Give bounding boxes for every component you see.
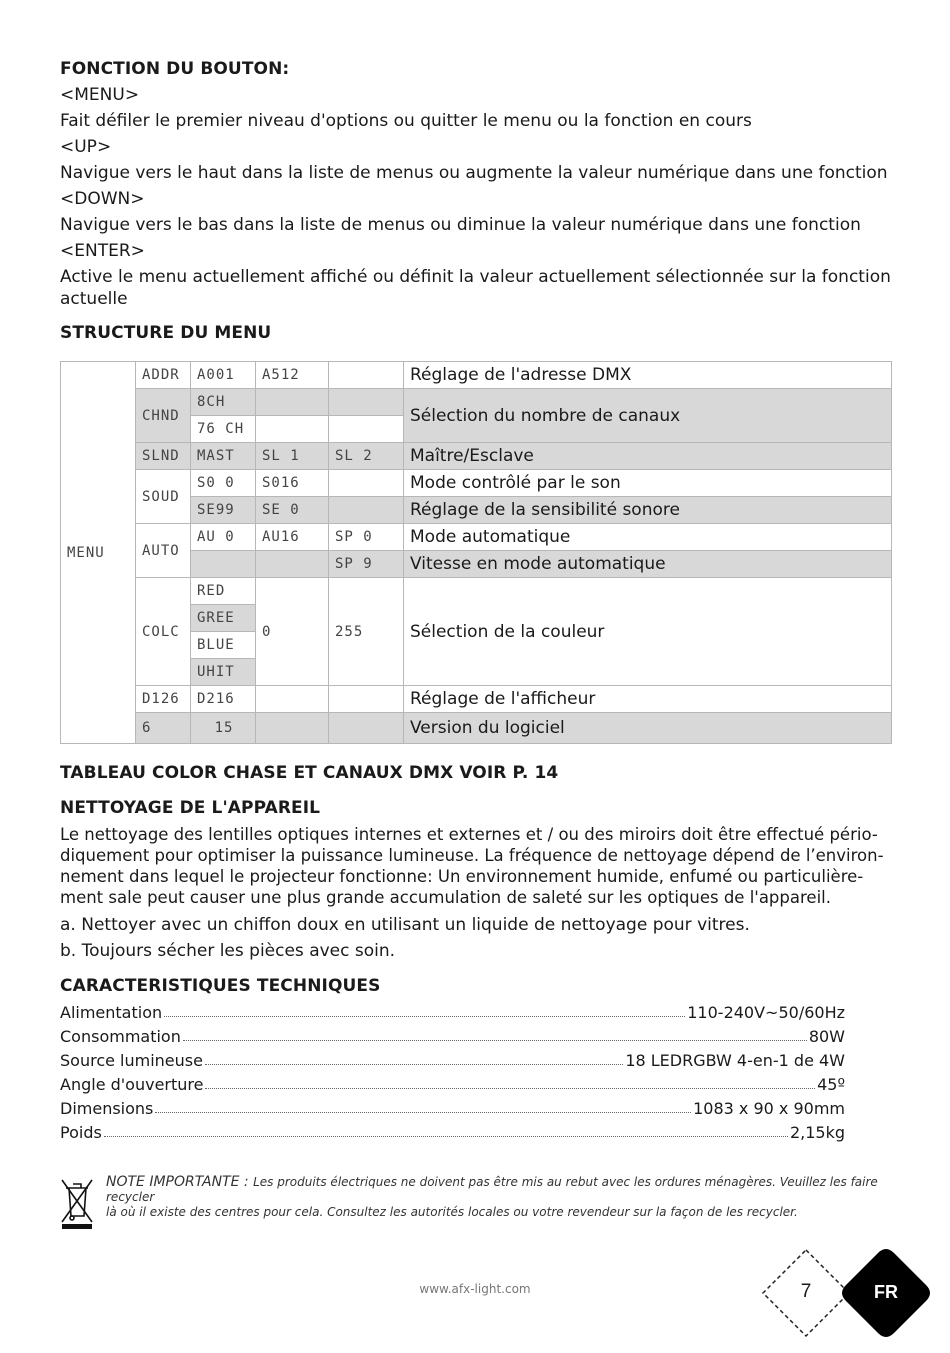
auto-cell: AUTO: [136, 524, 191, 578]
color-chase-heading: TABLEAU COLOR CHASE ET CANAUX DMX VOIR P. 14: [60, 763, 559, 783]
version-cell: 6: [136, 713, 191, 744]
spec-value: 110-240V~50/60Hz: [687, 1003, 845, 1022]
cleaning-heading: NETTOYAGE DE L'APPAREIL: [60, 798, 321, 818]
menu-button-desc: Fait défiler le premier niveau d'options ou quitter le menu ou la fonction en cours: [60, 111, 752, 131]
slnd-desc: Maître/Esclave: [404, 443, 892, 470]
up-button-label: <UP>: [60, 137, 112, 157]
spec-row: [60, 1096, 845, 1118]
spec-value: 18 LEDRGBW 4-en-1 de 4W: [625, 1051, 845, 1070]
cleaning-line: diquement pour optimiser la puissance lumineuse. La fréquence de nettoyage dépend de l’environ-: [60, 846, 884, 865]
spec-label: Alimentation: [60, 1003, 163, 1022]
colc-min-cell: 0: [256, 578, 329, 686]
color-white-cell: UHIT: [191, 659, 256, 686]
slnd-sl2-cell: SL 2: [329, 443, 404, 470]
spec-row: [60, 1048, 845, 1070]
slnd-mast-cell: MAST: [191, 443, 256, 470]
chnd-cell: CHND: [136, 389, 191, 443]
color-green-cell: GREE: [191, 605, 256, 632]
slnd-cell: SLND: [136, 443, 191, 470]
up-button-desc: Navigue vers le haut dans la liste de menus ou augmente la valeur numérique dans une fonction: [60, 163, 888, 183]
page-number-badge: [761, 1248, 851, 1338]
auto-desc: Mode automatique: [404, 524, 892, 551]
cleaning-step-a: a. Nettoyer avec un chiffon doux en utilisant un liquide de nettoyage pour vitres.: [60, 915, 750, 935]
speed-desc: Vitesse en mode automatique: [404, 551, 892, 578]
soud-cell: SOUD: [136, 470, 191, 524]
addr-desc: Réglage de l'adresse DMX: [404, 362, 892, 389]
spec-row: [60, 1000, 845, 1022]
version-value-cell: 15: [191, 713, 256, 744]
note-text-2: là où il existe des centres pour cela. Consultez les autorités locales ou votre revendeur sur la façon de les recycler.: [106, 1205, 798, 1219]
cleaning-step-b: b. Toujours sécher les pièces avec soin.: [60, 941, 396, 961]
disp-cell: D126: [136, 686, 191, 713]
spec-value: 1083 x 90 x 90mm: [693, 1099, 845, 1118]
spec-value: 80W: [808, 1027, 845, 1046]
spec-value: 45º: [817, 1075, 845, 1094]
spec-label: Angle d'ouverture: [60, 1075, 204, 1094]
chnd-8ch-cell: 8CH: [191, 389, 256, 416]
table-row: [61, 578, 892, 605]
soud-s0-cell: S0 0: [191, 470, 256, 497]
menu-root-cell: MENU: [61, 362, 136, 744]
menu-button-label: <MENU>: [60, 85, 140, 105]
addr-cell: ADDR: [136, 362, 191, 389]
note-text: Les produits électriques ne doivent pas être mis au rebut avec les ordures ménagères. Veuillez les faire recycler: [106, 1175, 878, 1204]
addr-max-cell: A512: [256, 362, 329, 389]
table-row: [61, 389, 892, 416]
spec-label: Source lumineuse: [60, 1051, 203, 1070]
sensitivity-desc: Réglage de la sensibilité sonore: [404, 497, 892, 524]
cleaning-paragraph: [60, 824, 892, 908]
enter-button-desc: Active le menu actuellement affiché ou définit la valeur actuellement sélectionnée sur la fonction actuelle: [60, 267, 891, 309]
weee-note: [106, 1175, 892, 1220]
spec-row: [60, 1072, 845, 1094]
version-desc: Version du logiciel: [404, 713, 892, 744]
soud-desc: Mode contrôlé par le son: [404, 470, 892, 497]
table-row: [61, 686, 892, 713]
table-row: [61, 524, 892, 551]
spec-label: Consommation: [60, 1027, 181, 1046]
button-functions-heading: FONCTION DU BOUTON:: [60, 59, 290, 79]
down-button-desc: Navigue vers le bas dans la liste de menus ou diminue la valeur numérique dans une fonction: [60, 215, 861, 235]
note-title: NOTE IMPORTANTE :: [106, 1174, 254, 1190]
table-row: [61, 443, 892, 470]
soud-se0-cell: SE 0: [256, 497, 329, 524]
colc-desc: Sélection de la couleur: [404, 578, 892, 686]
colc-cell: COLC: [136, 578, 191, 686]
soud-s16-cell: S016: [256, 470, 329, 497]
page-number: 7: [800, 1281, 812, 1302]
footer-url: www.afx-light.com: [419, 1282, 531, 1296]
table-row: [61, 470, 892, 497]
spec-row: [60, 1120, 845, 1142]
down-button-label: <DOWN>: [60, 189, 145, 209]
color-red-cell: RED: [191, 578, 256, 605]
spec-row: [60, 1024, 845, 1046]
enter-button-label: <ENTER>: [60, 241, 145, 261]
slnd-sl1-cell: SL 1: [256, 443, 329, 470]
soud-se99-cell: SE99: [191, 497, 256, 524]
specs-heading: CARACTERISTIQUES TECHNIQUES: [60, 976, 381, 996]
table-row: [61, 362, 892, 389]
chnd-76ch-cell: 76 CH: [191, 416, 256, 443]
spec-label: Poids: [60, 1123, 102, 1142]
menu-structure-table: [60, 361, 892, 744]
auto-au16-cell: AU16: [256, 524, 329, 551]
language-badge: [841, 1248, 931, 1338]
spec-label: Dimensions: [60, 1099, 154, 1118]
auto-au0-cell: AU 0: [191, 524, 256, 551]
disp-desc: Réglage de l'afficheur: [404, 686, 892, 713]
addr-min-cell: A001: [191, 362, 256, 389]
disp-value-cell: D216: [191, 686, 256, 713]
cleaning-line: nement dans lequel le projecteur fonctionne: Un environnement humide, enfumé ou particulière-: [60, 867, 864, 886]
color-blue-cell: BLUE: [191, 632, 256, 659]
auto-sp0-cell: SP 0: [329, 524, 404, 551]
cleaning-line: Le nettoyage des lentilles optiques internes et externes et / ou des miroirs doit être effectué pério-: [60, 825, 878, 844]
language-label: FR: [874, 1282, 898, 1302]
menu-structure-heading: STRUCTURE DU MENU: [60, 323, 272, 343]
spec-value: 2,15kg: [789, 1123, 845, 1142]
colc-max-cell: 255: [329, 578, 404, 686]
table-row: [61, 713, 892, 744]
cleaning-line: ment sale peut causer une plus grande accumulation de saleté sur les optiques de l'appareil.: [60, 888, 831, 907]
weee-bin-icon: [58, 1176, 96, 1236]
auto-sp9-cell: SP 9: [329, 551, 404, 578]
chnd-desc: Sélection du nombre de canaux: [404, 389, 892, 443]
